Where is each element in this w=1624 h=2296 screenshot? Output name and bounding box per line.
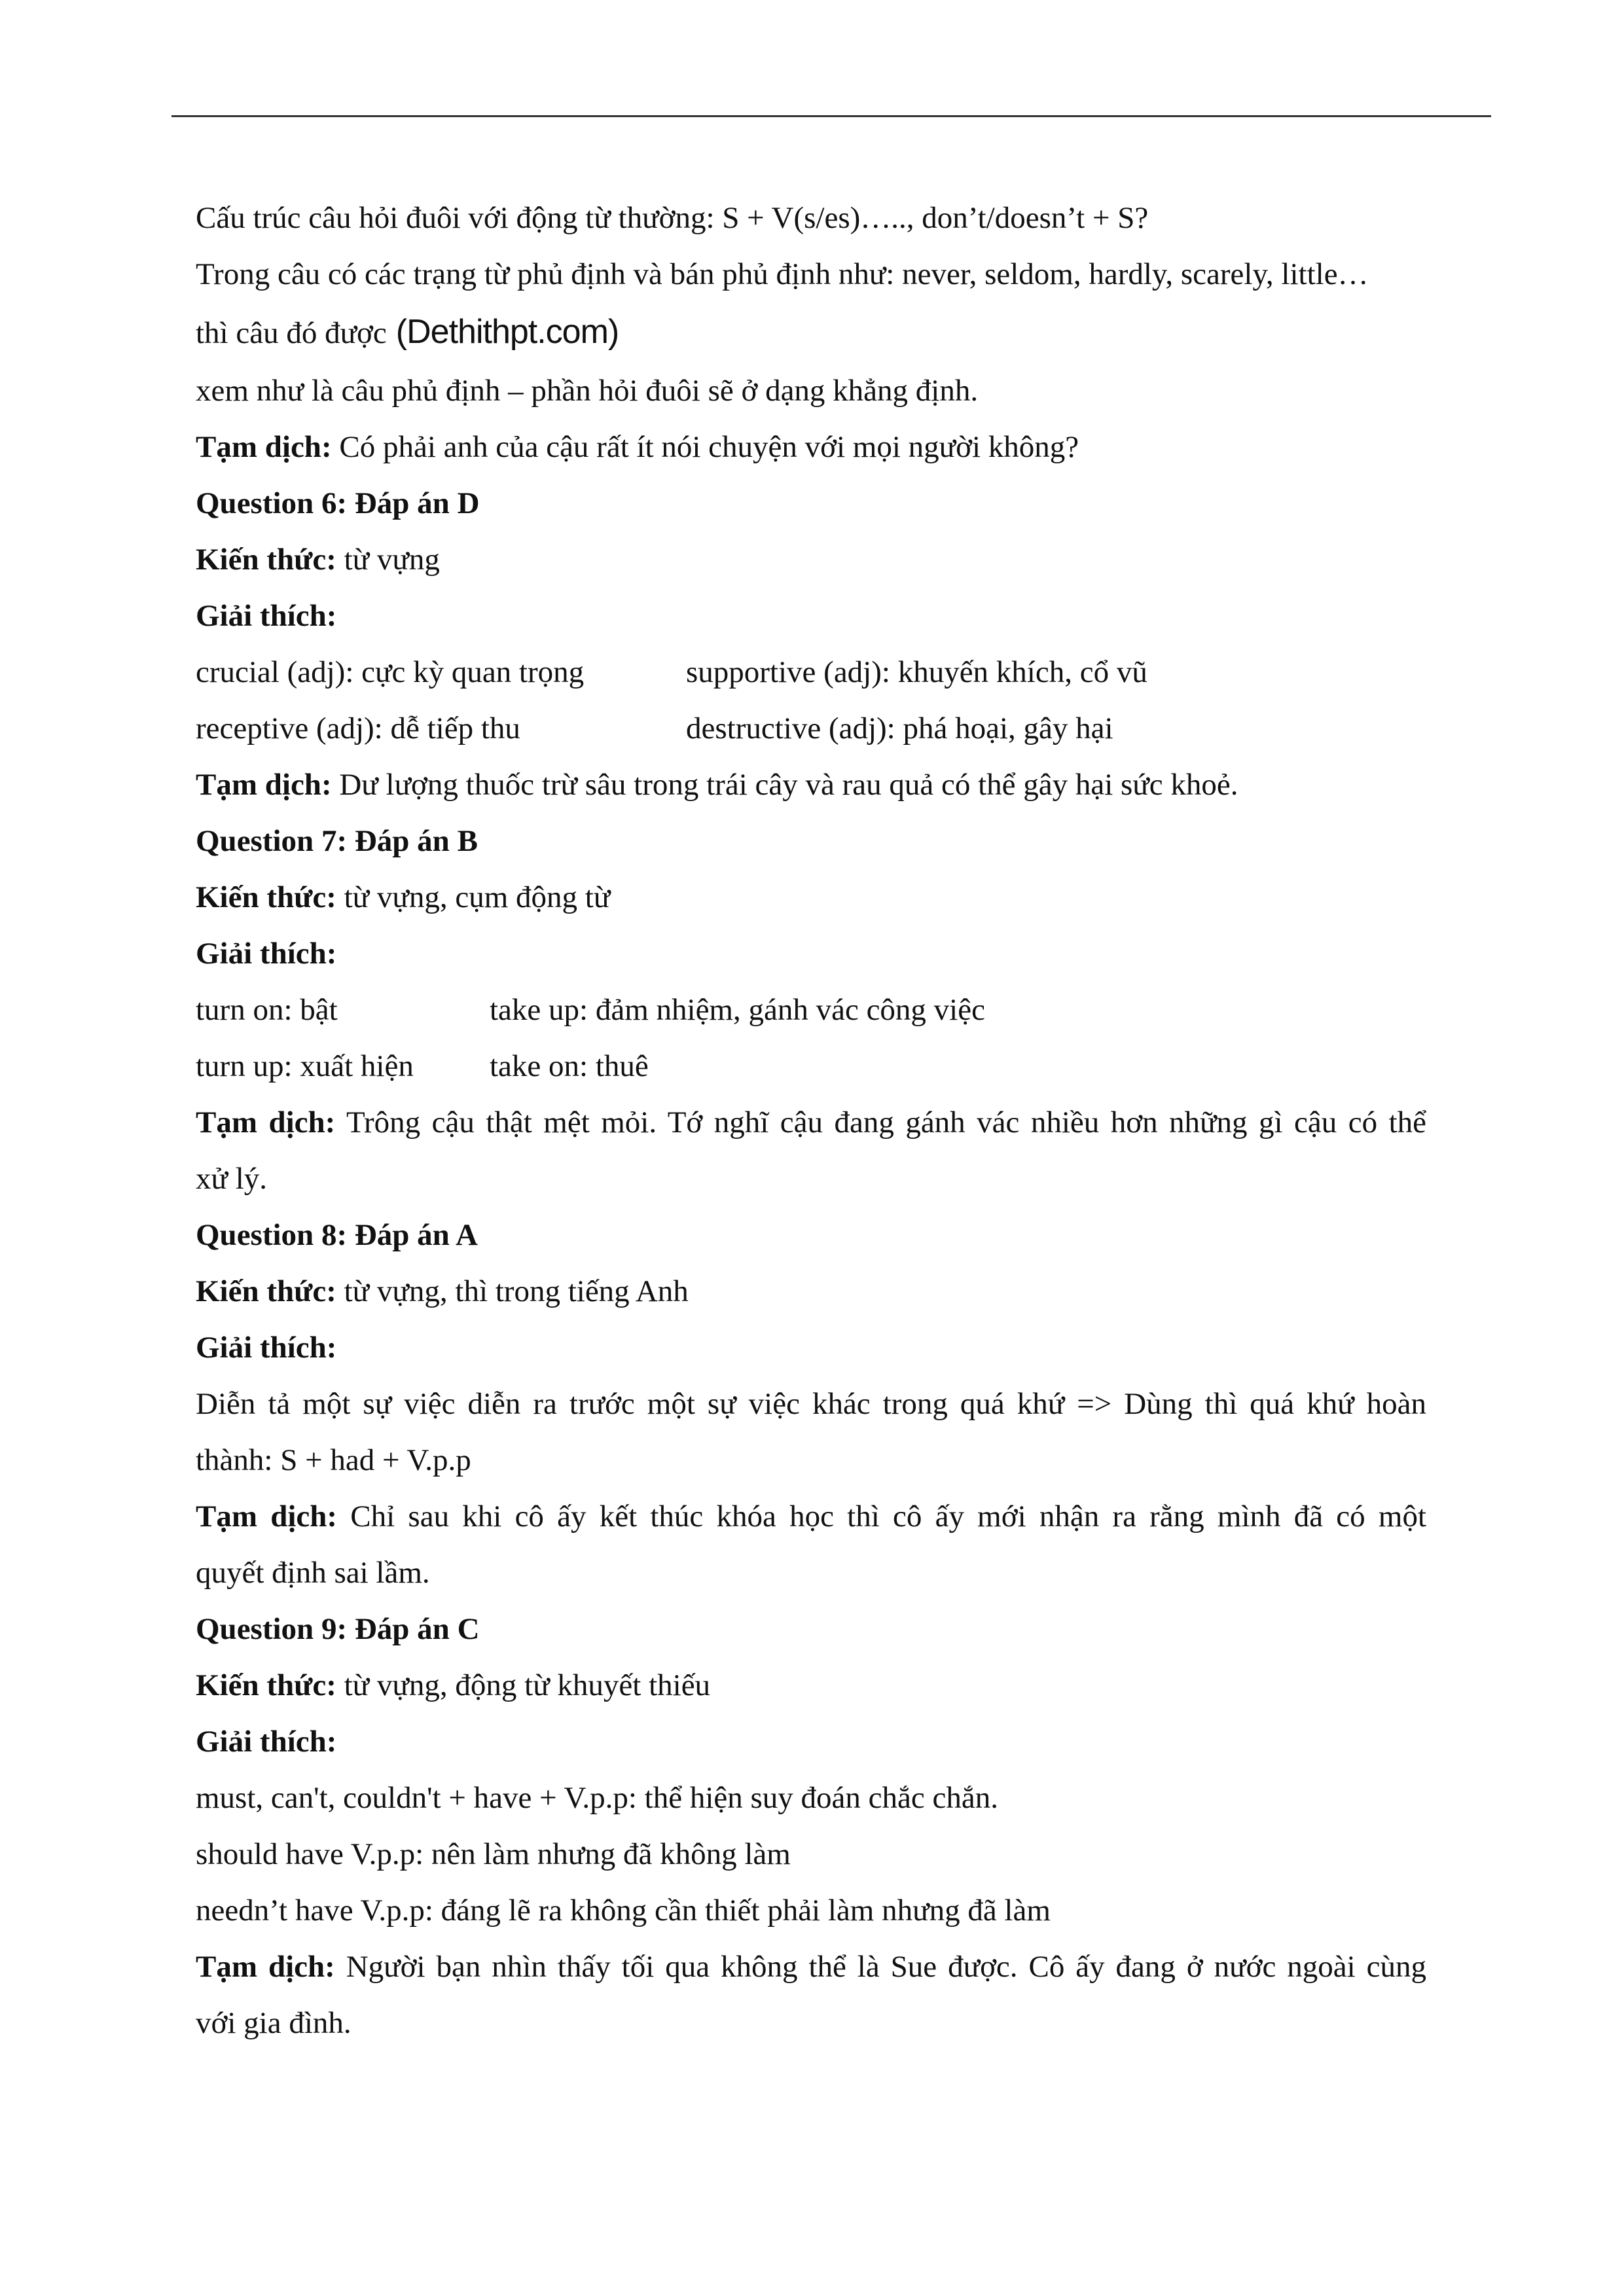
q7-translation-continued: xử lý. [196, 1162, 268, 1196]
q8-explain-continued: thành: S + had + V.p.p [196, 1443, 471, 1477]
knowledge-label: Kiến thức: [196, 880, 336, 914]
negative-note-line: xem như là câu phủ định – phần hỏi đuôi sẽ ở dạng khẳng định. [196, 374, 979, 408]
definition: receptive (adj): dễ tiếp thu [196, 711, 520, 745]
translation-label: Tạm dịch: [196, 430, 332, 464]
structure-line: Cấu trúc câu hỏi đuôi với động từ thường: S + V(s/es)….., don’t/doesn’t + S? [196, 201, 1149, 235]
q9-heading: Question 9: Đáp án C [196, 1612, 480, 1646]
source-watermark: (Dethithpt.com) [395, 313, 619, 351]
q7-pair-row [196, 1038, 1426, 1094]
definition: take on: thuê [490, 1049, 649, 1083]
definition: crucial (adj): cực kỳ quan trọng [196, 655, 585, 689]
translation-text: Trông cậu thật mệt mỏi. Tớ nghĩ cậu đang gánh vác nhiều hơn những gì cậu có thể [335, 1105, 1426, 1139]
q6-pair-row [196, 644, 1426, 700]
q6-explain-label: Giải thích: [196, 599, 337, 633]
definition: take up: đảm nhiệm, gánh vác công việc [490, 993, 985, 1027]
header-rule [171, 115, 1491, 117]
q9-translation [196, 1939, 1426, 1995]
translation-text: Có phải anh của cậu rất ít nói chuyện với mọi người không? [331, 430, 1079, 464]
q8-heading: Question 8: Đáp án A [196, 1218, 478, 1252]
q5-translation [196, 419, 1426, 475]
knowledge-text: từ vựng, động từ khuyết thiếu [336, 1668, 711, 1702]
note-text: thì câu đó được [196, 316, 387, 350]
q9-explain-label: Giải thích: [196, 1725, 337, 1759]
q6-heading: Question 6: Đáp án D [196, 486, 480, 520]
translation-text: Chỉ sau khi cô ấy kết thúc khóa học thì cô ấy mới nhận ra rằng mình đã có một [337, 1499, 1426, 1534]
q8-knowledge [196, 1263, 1426, 1319]
knowledge-label: Kiến thức: [196, 543, 336, 577]
q8-explain: Diễn tả một sự việc diễn ra trước một sự việc khác trong quá khứ => Dùng thì quá khứ hoàn [196, 1387, 1426, 1421]
translation-label: Tạm dịch: [196, 1950, 335, 1984]
knowledge-text: từ vựng, thì trong tiếng Anh [336, 1274, 689, 1308]
q8-translation-continued: quyết định sai lầm. [196, 1556, 430, 1590]
q6-pair-row [196, 700, 1426, 757]
q9-explain-line: must, can't, couldn't + have + V.p.p: thể hiện suy đoán chắc chắn. [196, 1781, 998, 1815]
q6-knowledge [196, 531, 1426, 588]
q7-translation [196, 1094, 1426, 1151]
q7-explain-label: Giải thích: [196, 937, 337, 971]
q6-translation [196, 757, 1426, 813]
translation-label: Tạm dịch: [196, 768, 332, 802]
definition: supportive (adj): khuyến khích, cổ vũ [686, 655, 1147, 689]
q7-pair-row [196, 982, 1426, 1038]
knowledge-label: Kiến thức: [196, 1274, 336, 1308]
adverb-note-line: Trong câu có các trạng từ phủ định và bán phủ định như: never, seldom, hardly, scarely, little… [196, 257, 1369, 291]
translation-text: Người bạn nhìn thấy tối qua không thể là Sue được. Cô ấy đang ở nước ngoài cùng [334, 1950, 1426, 1984]
definition: turn on: bật [196, 993, 338, 1027]
knowledge-text: từ vựng [336, 543, 440, 577]
q9-translation-continued: với gia đình. [196, 2006, 352, 2040]
q7-knowledge [196, 869, 1426, 925]
knowledge-text: từ vựng, cụm động từ [336, 880, 611, 914]
q9-knowledge [196, 1657, 1426, 1713]
adverb-note-continued [196, 302, 1426, 363]
q8-translation [196, 1488, 1426, 1545]
q7-heading: Question 7: Đáp án B [196, 824, 478, 858]
q9-explain-line: needn’t have V.p.p: đáng lẽ ra không cần thiết phải làm nhưng đã làm [196, 1893, 1051, 1928]
q8-explain-label: Giải thích: [196, 1331, 337, 1365]
definition: destructive (adj): phá hoại, gây hại [686, 711, 1113, 745]
translation-text: Dư lượng thuốc trừ sâu trong trái cây và rau quả có thể gây hại sức khoẻ. [331, 768, 1238, 802]
document-body [196, 190, 1426, 2051]
q9-explain-line: should have V.p.p: nên làm nhưng đã không làm [196, 1837, 791, 1871]
knowledge-label: Kiến thức: [196, 1668, 336, 1702]
translation-label: Tạm dịch: [196, 1499, 338, 1534]
definition: turn up: xuất hiện [196, 1049, 414, 1083]
translation-label: Tạm dịch: [196, 1105, 336, 1139]
